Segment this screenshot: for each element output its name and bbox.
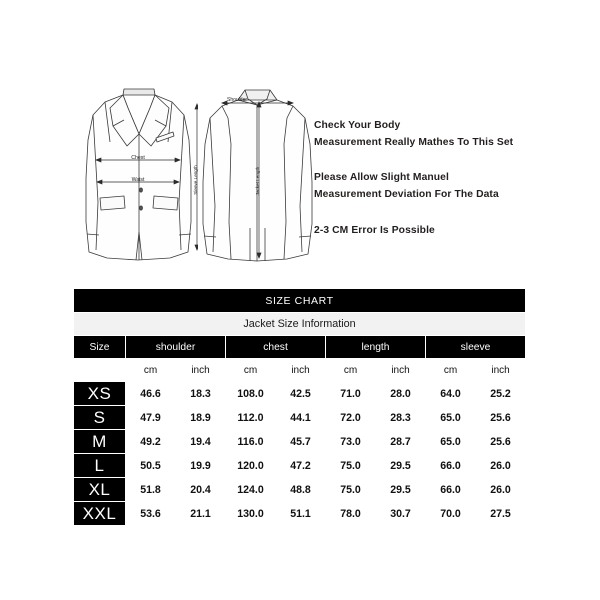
measure-cell: 29.5 [376, 454, 426, 478]
table-group-header-row [74, 336, 526, 359]
measure-cell: 75.0 [326, 478, 376, 502]
measure-cell: 78.0 [326, 502, 376, 526]
measure-cell: 73.0 [326, 430, 376, 454]
unit-cell: cm [326, 359, 376, 382]
measure-cell: 71.0 [326, 382, 376, 406]
measure-cell: 112.0 [226, 406, 276, 430]
measure-cell: 45.7 [276, 430, 326, 454]
chest-label: Chest [131, 155, 145, 161]
size-label: XS [74, 382, 126, 406]
measure-cell: 64.0 [426, 382, 476, 406]
measure-cell: 30.7 [376, 502, 426, 526]
measure-cell: 18.3 [176, 382, 226, 406]
note-group [314, 170, 559, 203]
measure-cell: 20.4 [176, 478, 226, 502]
note-line: Measurement Deviation For The Data [314, 189, 499, 201]
measure-cell: 65.0 [426, 430, 476, 454]
note-line: Check Your Body [314, 120, 401, 131]
measure-cell: 49.2 [126, 430, 176, 454]
unit-cell: inch [276, 359, 326, 382]
measure-cell: 44.1 [276, 406, 326, 430]
measure-cell: 50.5 [126, 454, 176, 478]
measure-cell: 72.0 [326, 406, 376, 430]
table-row [74, 454, 526, 478]
size-chart-table [73, 288, 526, 526]
note-group [314, 118, 559, 151]
measure-cell: 47.2 [276, 454, 326, 478]
measure-cell: 53.6 [126, 502, 176, 526]
size-label: S [74, 406, 126, 430]
illustration-area [0, 0, 600, 280]
group-header-length: length [326, 336, 426, 359]
table-title-row [74, 289, 526, 313]
size-label: XXL [74, 502, 126, 526]
measure-cell: 66.0 [426, 454, 476, 478]
waist-label: Waist [131, 177, 145, 183]
unit-cell: inch [176, 359, 226, 382]
jacket-length-label: Jacket Length [255, 166, 260, 196]
measure-cell: 26.0 [476, 478, 526, 502]
note-line: Measurement Really Mathes To This Set [314, 136, 514, 148]
measure-cell: 65.0 [426, 406, 476, 430]
group-header-sleeve: sleeve [426, 336, 526, 359]
sleeve-length-label: Sleeve Length [193, 165, 198, 195]
measure-cell: 48.8 [276, 478, 326, 502]
measure-cell: 42.5 [276, 382, 326, 406]
measure-cell: 26.0 [476, 454, 526, 478]
measure-cell: 19.9 [176, 454, 226, 478]
measure-cell: 28.3 [376, 406, 426, 430]
table-units-row [74, 359, 526, 382]
table-row [74, 430, 526, 454]
table-title: SIZE CHART [74, 289, 526, 313]
measure-cell: 75.0 [326, 454, 376, 478]
group-header-chest: chest [226, 336, 326, 359]
measure-cell: 46.6 [126, 382, 176, 406]
unit-cell: cm [426, 359, 476, 382]
measure-cell: 116.0 [226, 430, 276, 454]
jacket-front-illustration [80, 82, 198, 264]
group-header-shoulder: shoulder [126, 336, 226, 359]
unit-cell: inch [376, 359, 426, 382]
note-line: 2-3 CM Error Is Possible [314, 224, 435, 236]
jacket-back-illustration [198, 82, 316, 264]
measure-cell: 66.0 [426, 478, 476, 502]
measure-cell: 108.0 [226, 382, 276, 406]
measure-cell: 25.2 [476, 382, 526, 406]
table-row [74, 406, 526, 430]
shoulder-label: Shoulder [227, 97, 248, 103]
table-row [74, 502, 526, 526]
measure-cell: 51.1 [276, 502, 326, 526]
size-label: M [74, 430, 126, 454]
unit-cell: cm [126, 359, 176, 382]
unit-cell: inch [476, 359, 526, 382]
note-line: Please Allow Slight Manuel [314, 172, 449, 184]
measure-cell: 25.6 [476, 406, 526, 430]
measure-cell: 124.0 [226, 478, 276, 502]
table-row [74, 382, 526, 406]
size-column-header: Size [74, 336, 126, 359]
measure-cell: 47.9 [126, 406, 176, 430]
measure-cell: 28.0 [376, 382, 426, 406]
measure-cell: 120.0 [226, 454, 276, 478]
measure-cell: 28.7 [376, 430, 426, 454]
measure-cell: 27.5 [476, 502, 526, 526]
table-row [74, 478, 526, 502]
measure-cell: 29.5 [376, 478, 426, 502]
measure-cell: 130.0 [226, 502, 276, 526]
measure-cell: 19.4 [176, 430, 226, 454]
table-subtitle: Jacket Size Information [74, 313, 526, 336]
measure-cell: 70.0 [426, 502, 476, 526]
measure-cell: 21.1 [176, 502, 226, 526]
unit-cell: cm [226, 359, 276, 382]
size-label: L [74, 454, 126, 478]
table-subtitle-row [74, 313, 526, 336]
size-label: XL [74, 478, 126, 502]
measurement-notes [314, 118, 559, 258]
measure-cell: 51.8 [126, 478, 176, 502]
measure-cell: 25.6 [476, 430, 526, 454]
units-blank-cell [74, 359, 126, 382]
measure-cell: 18.9 [176, 406, 226, 430]
note-group [314, 223, 559, 240]
